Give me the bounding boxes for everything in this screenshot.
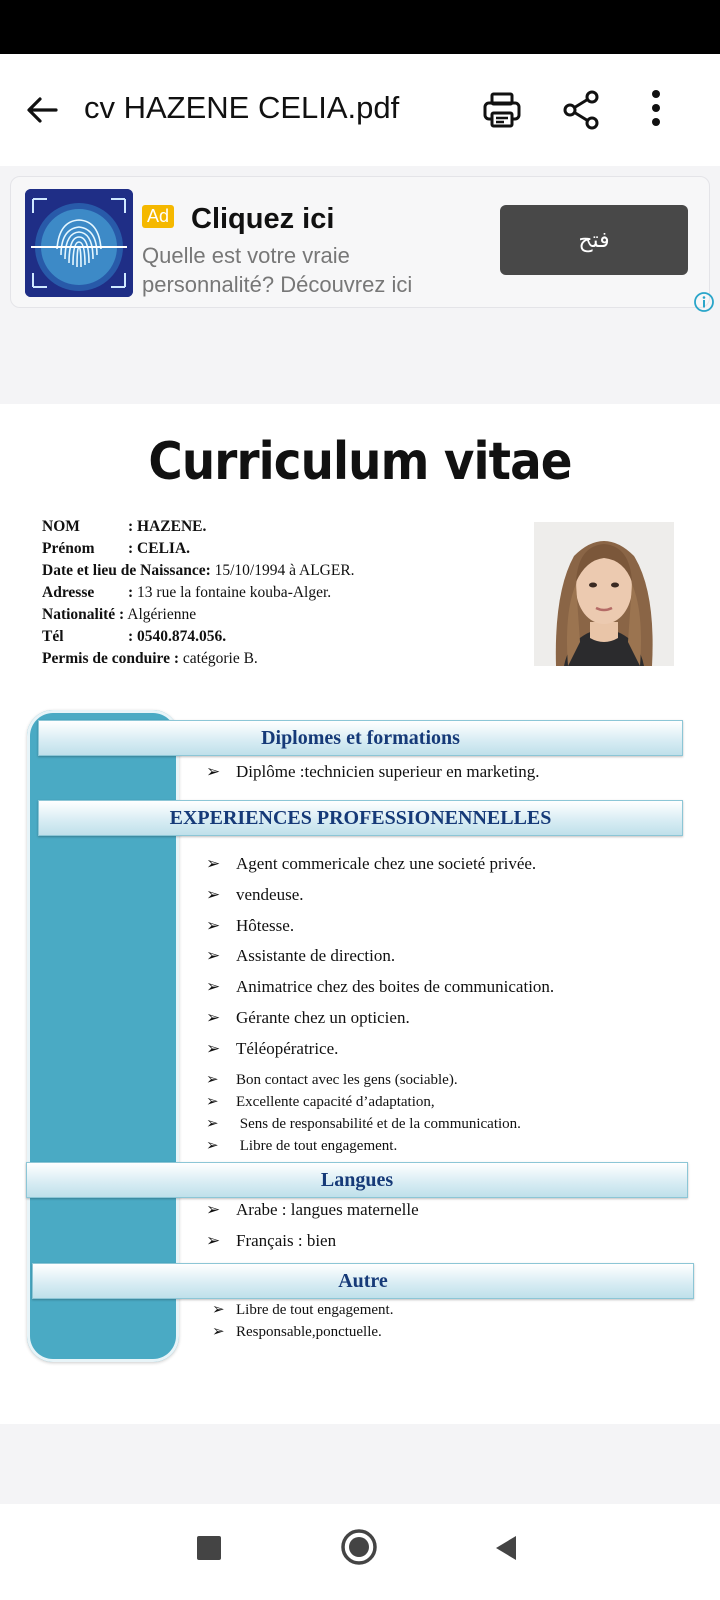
list-item: ➢ Agent commericale chez une societé privée. [206,854,537,873]
ad-info-icon[interactable] [693,291,715,313]
fingerprint-logo-icon [25,189,133,297]
print-icon[interactable] [480,88,524,132]
ad-body: Quelle est votre vraie personnalité? Découvrez ici [142,243,413,297]
list-item: ➢ Assistante de direction. [206,946,396,965]
list-item: ➢ Libre de tout engagement. [212,1302,394,1318]
list-item: ➢ Gérante chez un opticien. [206,1008,410,1027]
profile-photo [534,522,674,666]
list-item: ➢ vendeuse. [206,885,304,904]
share-icon[interactable] [560,88,604,132]
page-gap [0,1424,720,1504]
info-row-adresse: Adresse : 13 rue la fontaine kouba-Alger. [42,584,332,601]
ad-area [0,166,720,404]
home-circle-icon[interactable] [340,1528,378,1566]
app-bar [0,54,720,166]
section-header-autre: Autre [32,1263,694,1299]
list-item: ➢ Diplôme :technicien superieur en marketing. [206,762,540,781]
list-item: ➢ Excellente capacité d’adaptation, [206,1094,435,1110]
document-title: cv HAZENE CELIA.pdf [84,90,400,125]
cv-title: Curriculum vitae [148,432,572,492]
section-header-experiences: EXPERIENCES PROFESSIONENNELLES [38,800,683,836]
info-row-naissance: Date et lieu de Naissance: 15/10/1994 à ALGER. [42,562,355,579]
ad-card[interactable] [10,176,710,308]
ad-badge: Ad [142,205,174,228]
section-header-diplomes: Diplomes et formations [38,720,683,756]
info-row-nationalite: Nationalité : Algérienne [42,606,197,623]
list-item: ➢ Français : bien [206,1231,337,1250]
pdf-page [0,404,720,1424]
info-row-tel: Tél : 0540.874.056. [42,628,227,645]
list-item: ➢ Téléopératrice. [206,1039,339,1058]
more-vert-icon[interactable] [634,88,678,132]
section-header-langues: Langues [26,1162,688,1198]
status-bar [0,0,720,54]
personal-info [42,516,355,670]
list-item: ➢ Libre de tout engagement. [206,1138,398,1154]
list-item: ➢ Bon contact avec les gens (sociable). [206,1072,458,1088]
back-arrow-icon[interactable] [22,90,62,130]
recents-square-icon[interactable] [195,1534,223,1562]
info-row-prenom: Prénom : CELIA. [42,540,191,557]
list-item: ➢ Sens de responsabilité et de la communication. [206,1116,521,1132]
back-triangle-icon[interactable] [492,1534,520,1562]
ad-headline[interactable]: Cliquez ici [191,203,335,235]
list-item: ➢ Arabe : langues maternelle [206,1200,419,1219]
list-item: ➢ Responsable,ponctuelle. [212,1324,382,1340]
list-item: ➢ Hôtesse. [206,916,295,935]
info-row-permis: Permis de conduire : catégorie B. [42,650,258,667]
system-nav-bar [0,1504,720,1600]
info-row-nom: NOM : HAZENE. [42,518,207,535]
ad-open-button[interactable]: فتح [500,205,688,275]
list-item: ➢ Animatrice chez des boites de communication. [206,977,555,996]
